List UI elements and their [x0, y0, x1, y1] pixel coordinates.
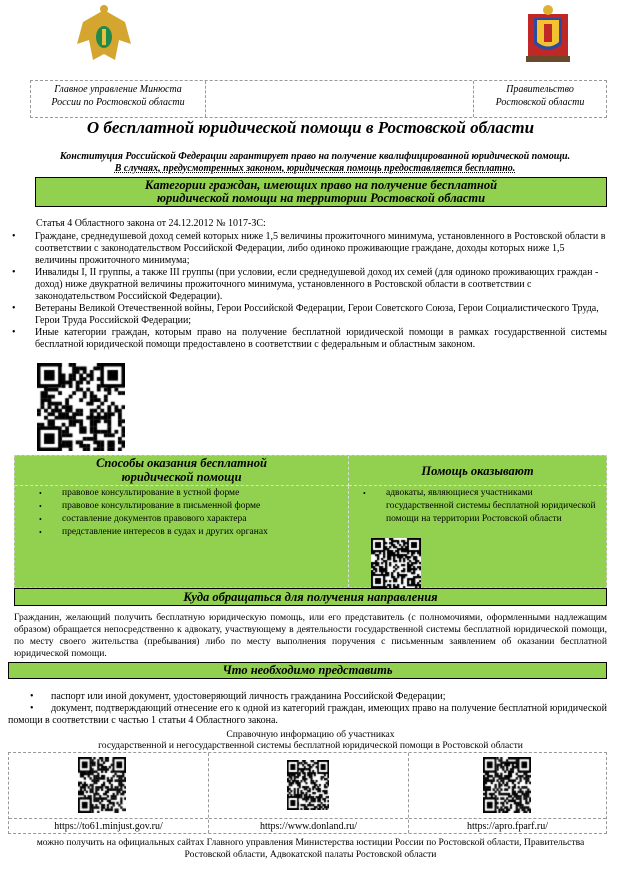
methods-cell [15, 486, 349, 587]
qr-code[interactable] [483, 757, 531, 813]
reference-line: Справочную информацию об участниках [226, 729, 395, 740]
docs-heading: Что необходимо представить [8, 662, 607, 679]
docs-list [8, 691, 607, 727]
list-item: • правовое консультирование в письменной форме [37, 500, 348, 513]
where-text: Гражданин, желающий получить бесплатную юридическую помощь, или его представитель (с полномочиями, оформленными надлежащим образом) обращается непосредственно к адвокату, участвующему в деятельности государственной системы бесплатной юридической помощи, по месту своего жительства (пребывания) либо по месту выполнения поручения с письменным заявлением об оказании бесплатной юридической помощи. [14, 612, 607, 659]
qr-code[interactable] [371, 538, 421, 588]
list-item: • правовое консультирование в устной форме [37, 487, 348, 500]
qr-code[interactable] [287, 760, 329, 810]
url-link[interactable]: https://to61.minjust.gov.ru/ [9, 818, 208, 834]
qr-code[interactable] [78, 757, 126, 813]
qr-column [9, 753, 209, 833]
qr-column [409, 753, 606, 833]
categories-heading [35, 177, 607, 207]
url-link[interactable]: https://apro.fparf.ru/ [409, 818, 606, 834]
bullet: • [30, 703, 52, 714]
categories-intro: Статья 4 Областного закона от 24.12.2012 № 1017-ЗС: [36, 218, 266, 229]
reference-line: государственной и негосударственной системы бесплатной юридической помощи в Ростовской области [98, 740, 523, 751]
list-item [8, 703, 607, 727]
left-org-line: Главное управление Минюста [54, 84, 182, 95]
list-item: • Иные категории граждан, которым право на получение бесплатной юридической помощи в рамках государственной системы бесплатной юридической помощи предоставлено в соответствии с федеральным и областным законом. [10, 327, 607, 351]
methods-heading [15, 456, 349, 486]
header-table [30, 80, 607, 118]
list-item: • представление интересов в судах и других органах [37, 526, 348, 539]
list-item: • Граждане, среднедушевой доход семей которых ниже 1,5 величины прожиточного минимума, установленного в Ростовской области в соответствии с законодательством Российской Федерации, либо одиноко проживающие граждане, доходы которых ниже 1,5 величины прожиточного минимума; [10, 231, 607, 267]
reference-heading [0, 729, 621, 751]
heading-line: Категории граждан, имеющих право на получение бесплатной [144, 178, 498, 192]
help-table [14, 455, 607, 588]
heading-line: юридической помощи на территории Ростовской области [156, 191, 486, 205]
qr-column [209, 753, 409, 833]
methods-list [37, 486, 348, 539]
providers-list [361, 486, 596, 526]
bullet: • [30, 691, 52, 702]
providers-heading: Помощь оказывают [349, 456, 606, 486]
header-empty-cell [206, 81, 474, 117]
left-org-line: России по Ростовской области [51, 97, 185, 108]
right-org-line: Правительство [506, 84, 574, 95]
list-item-text: документ, подтверждающий отнесение его к одной из категорий граждан, имеющих право на получение бесплатной юридической помощи в соответствии с частью 1 статьи 4 Областного закона. [8, 703, 607, 726]
reference-qr-table [8, 752, 607, 834]
where-heading: Куда обращаться для получения направления [14, 588, 607, 606]
lead-line: В случаях, предусмотренных законом, юридическая помощь предоставляется бесплатно. [114, 163, 516, 174]
lead-line: Конституция Российской Федерации гарантирует право на получение квалифицированной юридической помощи. [59, 151, 571, 162]
list-item: • Ветераны Великой Отечественной войны, Герои Российской Федерации, Герои Советского Союза, Герои Социалистического Труда, Герои Труда Российской Федерации; [10, 303, 607, 327]
list-item [8, 691, 607, 703]
lead-text [20, 151, 610, 175]
categories-list [10, 231, 607, 351]
list-item: • составление документов правового характера [37, 513, 348, 526]
list-item-text: паспорт или иной документ, удостоверяющий личность гражданина Российской Федерации; [51, 691, 446, 702]
footer-line: Ростовской области, Адвокатской палаты Ростовской области [184, 849, 437, 860]
ministry-of-justice-emblem [75, 4, 133, 66]
reference-footer [0, 837, 621, 861]
heading-line: юридической помощи [121, 470, 242, 484]
left-org [31, 81, 206, 117]
list-item: • Инвалиды I, II группы, а также III группы (при условии, если среднедушевой доход их семей (для одиноко проживающих граждан - доход) ниже двукратной величины прожиточного минимума, установленного в Ростовской области в соответствии с законодательством Российской Федерации). [10, 267, 607, 303]
page-title: О бесплатной юридической помощи в Ростовской области [86, 118, 535, 137]
url-link[interactable]: https://www.donland.ru/ [209, 818, 408, 834]
right-org [474, 81, 606, 117]
right-org-line: Ростовской области [495, 97, 585, 108]
list-item: • адвокаты, являющиеся участниками государственной системы бесплатной юридической помощи на территории Ростовской области [361, 487, 596, 526]
heading-line: Способы оказания бесплатной [96, 456, 267, 470]
rostov-oblast-coat-of-arms [524, 4, 572, 68]
qr-code[interactable] [37, 363, 125, 451]
footer-line: можно получить на официальных сайтах Главного управления Министерства юстиции России по Ростовской области, Правительства [36, 837, 585, 848]
providers-cell [349, 486, 606, 587]
